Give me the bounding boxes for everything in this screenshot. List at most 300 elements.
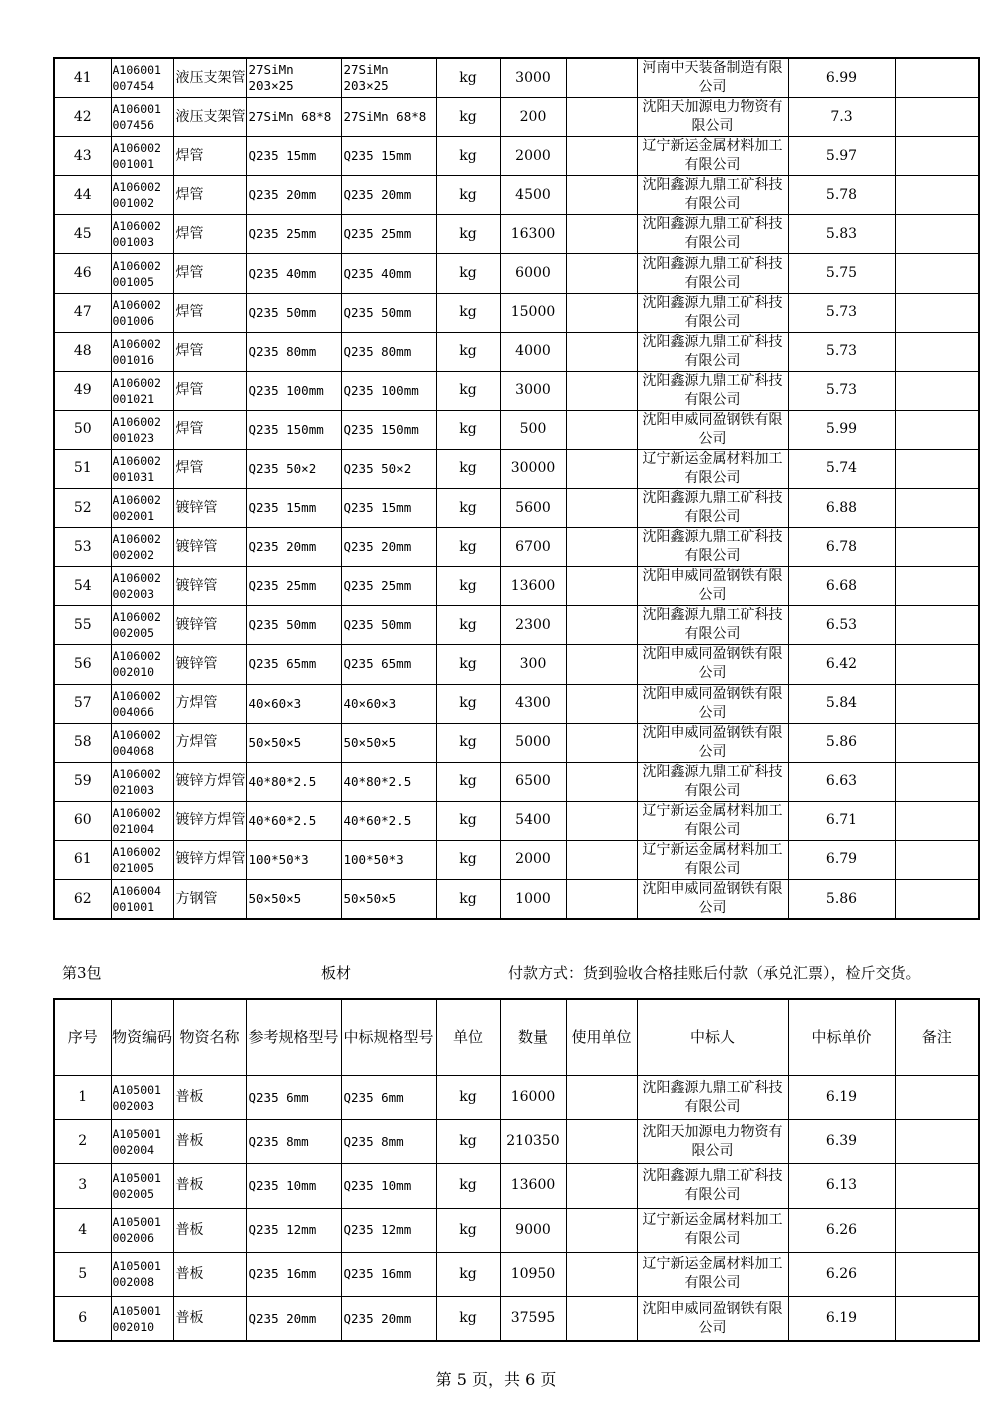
table-row	[54, 489, 979, 528]
row-bid-spec-text: Q235 6mm	[343, 1089, 404, 1105]
row-code-part1: A106002	[112, 571, 161, 586]
table-row	[54, 1252, 979, 1296]
row-qty: 37595	[500, 1296, 566, 1341]
row-bid-spec	[341, 410, 436, 449]
table-row	[54, 332, 979, 371]
row-price: 5.97	[788, 137, 895, 176]
row-code-part1: A106002	[112, 258, 161, 273]
row-note	[895, 1164, 979, 1208]
row-code-part2: 001003	[112, 235, 155, 250]
row-ref-spec	[246, 1208, 341, 1252]
row-note	[895, 215, 979, 254]
row-qty: 3000	[500, 371, 566, 410]
row-bid-spec-text: Q235 25mm	[343, 226, 412, 242]
row-qty: 6500	[500, 762, 566, 801]
row-code	[111, 332, 173, 371]
row-code-part2: 021005	[112, 860, 155, 875]
row-code-part2: 002003	[112, 1098, 155, 1113]
row-bid-spec	[341, 293, 436, 332]
row-code-part2: 002005	[112, 1186, 155, 1201]
row-code	[111, 176, 173, 215]
row-price: 5.73	[788, 371, 895, 410]
row-ref-spec-text: Q235 40mm	[248, 265, 317, 281]
row-note	[895, 1076, 979, 1120]
row-winner: 沈阳鑫源九鼎工矿科技有限公司	[637, 528, 788, 567]
row-code-part2: 001005	[112, 274, 155, 289]
table-row	[54, 528, 979, 567]
row-no: 60	[54, 801, 111, 840]
row-code	[111, 1252, 173, 1296]
row-bid-spec	[341, 332, 436, 371]
row-name: 液压支架管	[173, 98, 246, 137]
row-winner: 沈阳申威同盈钢铁有限公司	[637, 567, 788, 606]
row-code-part2: 001023	[112, 430, 155, 445]
row-bid-spec-text: Q235 25mm	[343, 578, 412, 594]
row-user	[566, 58, 637, 98]
row-no: 42	[54, 98, 111, 137]
row-no: 57	[54, 684, 111, 723]
row-ref-spec-text: Q235 50mm	[248, 304, 317, 320]
row-winner: 沈阳鑫源九鼎工矿科技有限公司	[637, 1076, 788, 1120]
row-qty: 2300	[500, 606, 566, 645]
row-qty: 300	[500, 645, 566, 684]
row-ref-spec-text: Q235 50×2	[248, 460, 317, 476]
row-name: 方焊管	[173, 684, 246, 723]
row-winner: 沈阳鑫源九鼎工矿科技有限公司	[637, 606, 788, 645]
row-bid-spec	[341, 801, 436, 840]
table-row	[54, 1296, 979, 1341]
row-code-part1: A106002	[112, 727, 161, 742]
row-no: 46	[54, 254, 111, 293]
row-bid-spec	[341, 1252, 436, 1296]
row-name: 普板	[173, 1296, 246, 1341]
table-row	[54, 1208, 979, 1252]
row-unit: kg	[436, 567, 500, 606]
row-bid-spec	[341, 489, 436, 528]
row-bid-spec-text: Q235 20mm	[343, 1310, 412, 1326]
row-bid-spec	[341, 567, 436, 606]
row-code	[111, 840, 173, 879]
row-no: 59	[54, 762, 111, 801]
table-row	[54, 723, 979, 762]
row-name: 普板	[173, 1252, 246, 1296]
row-user	[566, 840, 637, 879]
row-winner: 沈阳鑫源九鼎工矿科技有限公司	[637, 371, 788, 410]
row-unit: kg	[436, 1296, 500, 1341]
row-winner: 沈阳申威同盈钢铁有限公司	[637, 684, 788, 723]
row-code-part1: A106001	[112, 63, 161, 78]
row-bid-spec-text: Q235 15mm	[343, 148, 412, 164]
row-qty: 4500	[500, 176, 566, 215]
row-ref-spec	[246, 1296, 341, 1341]
row-no: 53	[54, 528, 111, 567]
row-bid-spec-text: Q235 80mm	[343, 343, 412, 359]
row-name: 镀锌管	[173, 489, 246, 528]
row-unit: kg	[436, 254, 500, 293]
row-name: 焊管	[173, 410, 246, 449]
row-note	[895, 606, 979, 645]
row-code-part1: A106002	[112, 219, 161, 234]
row-ref-spec-text: 40×60×3	[248, 695, 302, 711]
row-winner: 沈阳鑫源九鼎工矿科技有限公司	[637, 254, 788, 293]
row-bid-spec	[341, 606, 436, 645]
row-qty: 2000	[500, 137, 566, 176]
row-bid-spec	[341, 215, 436, 254]
row-bid-spec	[341, 645, 436, 684]
row-ref-spec	[246, 293, 341, 332]
row-code	[111, 684, 173, 723]
row-note	[895, 449, 979, 488]
row-user	[566, 98, 637, 137]
row-no: 5	[54, 1252, 111, 1296]
row-user	[566, 762, 637, 801]
row-no: 1	[54, 1076, 111, 1120]
row-note	[895, 254, 979, 293]
row-bid-spec	[341, 371, 436, 410]
row-ref-spec-text: Q235 20mm	[248, 1310, 317, 1326]
header-code: 物资编码	[111, 999, 173, 1076]
row-price: 6.88	[788, 489, 895, 528]
row-ref-spec-text: Q235 10mm	[248, 1177, 317, 1193]
row-price: 6.26	[788, 1252, 895, 1296]
row-bid-spec	[341, 528, 436, 567]
row-bid-spec-text: 100*50*3	[343, 851, 404, 867]
row-bid-spec	[341, 1208, 436, 1252]
row-winner: 沈阳申威同盈钢铁有限公司	[637, 645, 788, 684]
row-code-part1: A105001	[112, 1303, 161, 1318]
row-note	[895, 98, 979, 137]
row-ref-spec-text: Q235 15mm	[248, 148, 317, 164]
row-name: 焊管	[173, 332, 246, 371]
header-qty: 数量	[500, 999, 566, 1076]
row-no: 47	[54, 293, 111, 332]
row-unit: kg	[436, 176, 500, 215]
row-note	[895, 489, 979, 528]
row-ref-spec-text: Q235 25mm	[248, 578, 317, 594]
row-code	[111, 449, 173, 488]
row-ref-spec	[246, 215, 341, 254]
row-ref-spec	[246, 801, 341, 840]
row-code-part1: A106002	[112, 688, 161, 703]
row-bid-spec-text: Q235 16mm	[343, 1266, 412, 1282]
row-no: 45	[54, 215, 111, 254]
row-name: 焊管	[173, 449, 246, 488]
row-bid-spec-text: Q235 65mm	[343, 656, 412, 672]
row-user	[566, 1296, 637, 1341]
row-ref-spec	[246, 1120, 341, 1164]
row-ref-spec-text: Q235 100mm	[248, 382, 324, 398]
row-winner: 辽宁新运金属材料加工有限公司	[637, 840, 788, 879]
row-ref-spec	[246, 254, 341, 293]
row-user	[566, 137, 637, 176]
row-user	[566, 410, 637, 449]
row-no: 61	[54, 840, 111, 879]
row-winner: 沈阳鑫源九鼎工矿科技有限公司	[637, 215, 788, 254]
row-qty: 5000	[500, 723, 566, 762]
row-bid-spec	[341, 840, 436, 879]
row-ref-spec	[246, 137, 341, 176]
table-row	[54, 254, 979, 293]
row-qty: 30000	[500, 449, 566, 488]
row-no: 54	[54, 567, 111, 606]
row-user	[566, 254, 637, 293]
row-code-part1: A105001	[112, 1082, 161, 1097]
row-code-part2: 007456	[112, 118, 155, 133]
row-name: 焊管	[173, 371, 246, 410]
table-row	[54, 215, 979, 254]
row-winner: 辽宁新运金属材料加工有限公司	[637, 1208, 788, 1252]
page-footer: 第 5 页，共 6 页	[435, 1370, 557, 1389]
row-no: 3	[54, 1164, 111, 1208]
row-name: 普板	[173, 1120, 246, 1164]
row-winner: 辽宁新运金属材料加工有限公司	[637, 137, 788, 176]
row-code-part2: 002002	[112, 548, 155, 563]
row-bid-spec-text: 50×50×5	[343, 734, 397, 750]
table-row	[54, 293, 979, 332]
row-ref-spec-text: 50×50×5	[248, 734, 302, 750]
row-unit: kg	[436, 1164, 500, 1208]
row-unit: kg	[436, 528, 500, 567]
row-code	[111, 98, 173, 137]
table-row	[54, 449, 979, 488]
header-bid-spec: 中标规格型号	[341, 999, 436, 1076]
row-ref-spec-text: 40*80*2.5	[248, 773, 317, 789]
row-user	[566, 371, 637, 410]
row-name: 普板	[173, 1076, 246, 1120]
row-ref-spec	[246, 879, 341, 919]
table-row	[54, 762, 979, 801]
row-code-part2: 002001	[112, 509, 155, 524]
row-code	[111, 1120, 173, 1164]
row-note	[895, 1252, 979, 1296]
row-winner: 河南中天装备制造有限公司	[637, 58, 788, 98]
row-code-part2: 001006	[112, 313, 155, 328]
row-note	[895, 332, 979, 371]
row-ref-spec-text: Q235 20mm	[248, 187, 317, 203]
row-user	[566, 1164, 637, 1208]
row-unit: kg	[436, 1252, 500, 1296]
row-code-part2: 021004	[112, 821, 155, 836]
row-code	[111, 606, 173, 645]
row-bid-spec	[341, 137, 436, 176]
table-row	[54, 801, 979, 840]
row-no: 4	[54, 1208, 111, 1252]
row-price: 6.42	[788, 645, 895, 684]
row-ref-spec	[246, 684, 341, 723]
row-ref-spec	[246, 1076, 341, 1120]
row-note	[895, 137, 979, 176]
row-note	[895, 176, 979, 215]
row-qty: 5600	[500, 489, 566, 528]
row-winner: 沈阳鑫源九鼎工矿科技有限公司	[637, 489, 788, 528]
row-code-part1: A106004	[112, 884, 161, 899]
row-bid-spec-text: Q235 50mm	[343, 304, 412, 320]
row-unit: kg	[436, 98, 500, 137]
row-unit: kg	[436, 371, 500, 410]
row-code	[111, 723, 173, 762]
row-ref-spec-text: Q235 15mm	[248, 500, 317, 516]
row-qty: 13600	[500, 1164, 566, 1208]
row-unit: kg	[436, 801, 500, 840]
row-bid-spec-text: Q235 15mm	[343, 500, 412, 516]
row-qty: 9000	[500, 1208, 566, 1252]
section-category: 板材	[321, 964, 352, 982]
row-winner: 沈阳鑫源九鼎工矿科技有限公司	[637, 176, 788, 215]
row-no: 50	[54, 410, 111, 449]
row-no: 41	[54, 58, 111, 98]
row-code-part1: A105001	[112, 1259, 161, 1274]
table-row	[54, 645, 979, 684]
row-price: 5.73	[788, 332, 895, 371]
row-ref-spec-text: Q235 16mm	[248, 1266, 317, 1282]
row-name: 普板	[173, 1208, 246, 1252]
row-unit: kg	[436, 58, 500, 98]
row-code	[111, 215, 173, 254]
row-user	[566, 879, 637, 919]
row-code-part1: A106002	[112, 336, 161, 351]
row-code-part2: 007454	[112, 79, 155, 94]
row-ref-spec	[246, 176, 341, 215]
row-ref-spec	[246, 449, 341, 488]
row-user	[566, 645, 637, 684]
row-note	[895, 293, 979, 332]
row-name: 液压支架管	[173, 58, 246, 98]
row-qty: 6000	[500, 254, 566, 293]
row-note	[895, 1120, 979, 1164]
row-ref-spec	[246, 98, 341, 137]
row-note	[895, 723, 979, 762]
row-bid-spec-text: Q235 20mm	[343, 187, 412, 203]
row-bid-spec-text: 27SiMn 203×25	[343, 62, 389, 94]
row-code-part2: 001001	[112, 900, 155, 915]
row-user	[566, 567, 637, 606]
row-bid-spec-text: Q235 8mm	[343, 1133, 404, 1149]
row-code-part1: A106002	[112, 649, 161, 664]
row-bid-spec-text: Q235 20mm	[343, 539, 412, 555]
table-row	[54, 410, 979, 449]
row-code-part2: 002005	[112, 626, 155, 641]
row-price: 6.68	[788, 567, 895, 606]
row-qty: 5400	[500, 801, 566, 840]
row-no: 58	[54, 723, 111, 762]
row-unit: kg	[436, 293, 500, 332]
row-bid-spec-text: 40*60*2.5	[343, 812, 412, 828]
row-bid-spec-text: Q235 50×2	[343, 460, 412, 476]
table-row	[54, 371, 979, 410]
row-code	[111, 58, 173, 98]
header-user: 使用单位	[566, 999, 637, 1076]
row-winner: 沈阳申威同盈钢铁有限公司	[637, 410, 788, 449]
row-name: 焊管	[173, 176, 246, 215]
row-note	[895, 645, 979, 684]
row-name: 焊管	[173, 215, 246, 254]
row-bid-spec-text: Q235 40mm	[343, 265, 412, 281]
row-no: 55	[54, 606, 111, 645]
row-ref-spec-text: 100*50*3	[248, 851, 309, 867]
row-code	[111, 371, 173, 410]
row-code-part1: A106002	[112, 453, 161, 468]
row-code	[111, 293, 173, 332]
row-winner: 沈阳申威同盈钢铁有限公司	[637, 723, 788, 762]
row-code	[111, 762, 173, 801]
row-code	[111, 1164, 173, 1208]
row-qty: 200	[500, 98, 566, 137]
table-header-row	[54, 999, 979, 1076]
row-name: 镀锌管	[173, 645, 246, 684]
row-unit: kg	[436, 762, 500, 801]
row-ref-spec	[246, 371, 341, 410]
row-ref-spec	[246, 332, 341, 371]
row-user	[566, 332, 637, 371]
row-code-part1: A106002	[112, 844, 161, 859]
row-user	[566, 1252, 637, 1296]
row-no: 56	[54, 645, 111, 684]
row-note	[895, 1296, 979, 1341]
row-ref-spec	[246, 645, 341, 684]
row-ref-spec	[246, 567, 341, 606]
row-bid-spec-text: Q235 50mm	[343, 617, 412, 633]
row-code-part1: A106002	[112, 375, 161, 390]
row-code-part1: A105001	[112, 1215, 161, 1230]
header-note: 备注	[895, 999, 979, 1076]
row-name: 镀锌管	[173, 567, 246, 606]
row-name: 镀锌方焊管	[173, 801, 246, 840]
row-note	[895, 371, 979, 410]
row-code-part2: 002010	[112, 665, 155, 680]
row-user	[566, 1076, 637, 1120]
table-row	[54, 176, 979, 215]
row-unit: kg	[436, 1076, 500, 1120]
row-winner: 沈阳鑫源九鼎工矿科技有限公司	[637, 1164, 788, 1208]
table-row	[54, 840, 979, 879]
row-price: 6.19	[788, 1296, 895, 1341]
header-price: 中标单价	[788, 999, 895, 1076]
header-name: 物资名称	[173, 999, 246, 1076]
row-code	[111, 567, 173, 606]
row-code	[111, 801, 173, 840]
row-price: 7.3	[788, 98, 895, 137]
row-user	[566, 449, 637, 488]
row-bid-spec-text: Q235 10mm	[343, 1177, 412, 1193]
row-bid-spec	[341, 1164, 436, 1208]
row-note	[895, 528, 979, 567]
row-no: 44	[54, 176, 111, 215]
row-bid-spec-text: 27SiMn 68*8	[343, 109, 427, 125]
bid-results-table-pipes	[53, 57, 980, 920]
row-bid-spec-text: Q235 12mm	[343, 1222, 412, 1238]
row-name: 普板	[173, 1164, 246, 1208]
row-code-part2: 001021	[112, 391, 155, 406]
row-bid-spec	[341, 254, 436, 293]
row-user	[566, 528, 637, 567]
row-ref-spec	[246, 410, 341, 449]
row-code-part2: 004068	[112, 743, 155, 758]
row-code-part2: 001031	[112, 469, 155, 484]
row-user	[566, 684, 637, 723]
row-qty: 210350	[500, 1120, 566, 1164]
row-code	[111, 1076, 173, 1120]
row-price: 6.71	[788, 801, 895, 840]
row-no: 48	[54, 332, 111, 371]
row-price: 5.84	[788, 684, 895, 723]
row-unit: kg	[436, 840, 500, 879]
row-note	[895, 684, 979, 723]
row-no: 49	[54, 371, 111, 410]
row-winner: 沈阳天加源电力物资有限公司	[637, 1120, 788, 1164]
row-code	[111, 645, 173, 684]
row-code-part2: 001002	[112, 196, 155, 211]
row-ref-spec-text: 27SiMn 68*8	[248, 109, 332, 125]
